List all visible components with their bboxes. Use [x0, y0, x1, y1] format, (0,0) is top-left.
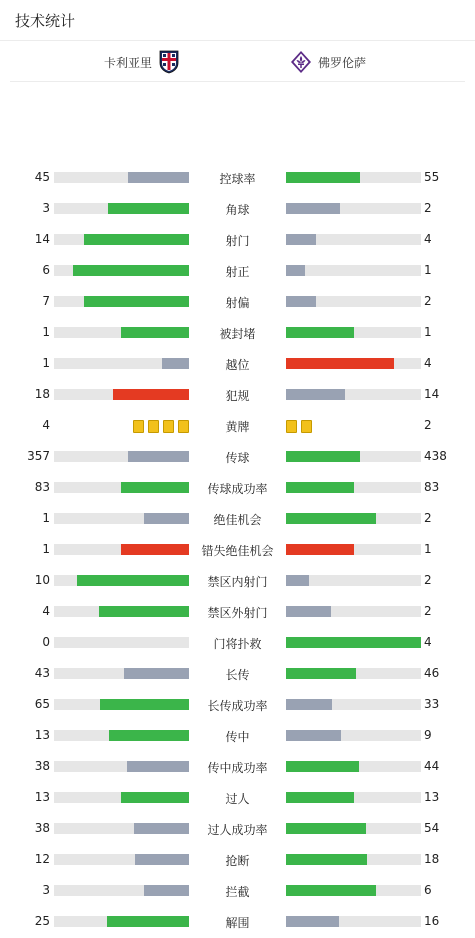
away-stat-value: 1 [424, 325, 432, 339]
home-stat-bar-fill [84, 234, 189, 245]
home-stat-value: 3 [42, 201, 50, 215]
away-stat-bar [286, 482, 421, 493]
stat-row [0, 752, 475, 783]
home-stat-bar-fill [135, 854, 189, 865]
home-stat-bar-fill [121, 327, 189, 338]
away-stat-bar-fill [286, 854, 367, 865]
home-stat-bar [54, 172, 189, 183]
home-stat-bar-fill [128, 172, 189, 183]
home-stat-bar-fill [134, 823, 189, 834]
away-stat-bar-fill [286, 234, 316, 245]
away-stat-bar-fill [286, 203, 340, 214]
home-stat-bar [54, 327, 189, 338]
away-stat-bar [286, 451, 421, 462]
home-stat-value: 1 [42, 542, 50, 556]
home-stat-bar [54, 606, 189, 617]
stat-row [0, 690, 475, 721]
away-stat-value: 4 [424, 356, 432, 370]
stat-label: 过人成功率 [207, 823, 268, 837]
stat-row [0, 597, 475, 628]
away-team[interactable] [290, 50, 366, 74]
home-stat-value: 10 [34, 573, 50, 587]
away-stat-value: 2 [424, 573, 432, 587]
away-stat-value: 2 [424, 201, 432, 215]
home-stat-value: 83 [34, 480, 50, 494]
home-stat-bar-fill [144, 513, 189, 524]
away-stat-bar-fill [286, 327, 354, 338]
stat-label: 拦截 [225, 885, 250, 899]
home-stat-bar [54, 699, 189, 710]
stat-label: 射偏 [225, 296, 250, 310]
home-stat-bar [54, 730, 189, 741]
away-stat-bar-fill [286, 606, 331, 617]
stat-label: 越位 [225, 358, 250, 372]
home-stat-bar [54, 916, 189, 927]
stat-label: 传球成功率 [207, 482, 268, 496]
stat-label: 射门 [225, 234, 250, 248]
stat-row [0, 845, 475, 876]
away-stat-bar-fill [286, 916, 339, 927]
away-stat-value: 2 [424, 604, 432, 618]
away-stat-value: 2 [424, 511, 432, 525]
stat-label: 长传成功率 [207, 699, 268, 713]
yellow-card-icon [133, 420, 144, 433]
away-stat-bar [286, 234, 421, 245]
away-stat-bar-fill [286, 668, 356, 679]
away-stat-bar-fill [286, 451, 360, 462]
away-stat-bar [286, 699, 421, 710]
away-stat-bar [286, 885, 421, 896]
stat-label: 射正 [225, 265, 250, 279]
home-stat-value: 45 [34, 170, 50, 184]
stat-label: 绝佳机会 [213, 513, 262, 527]
home-stat-value: 357 [27, 449, 50, 463]
away-stat-bar-fill [286, 265, 305, 276]
fiorentina-lily-icon [290, 50, 312, 74]
home-stat-bar-fill [108, 203, 189, 214]
teams-bar [10, 41, 465, 82]
home-stat-bar-fill [162, 358, 189, 369]
home-stat-bar [54, 203, 189, 214]
away-stat-bar-fill [286, 730, 341, 741]
away-stat-bar [286, 203, 421, 214]
away-stat-bar [286, 358, 421, 369]
stat-label: 被封堵 [219, 327, 256, 341]
stat-label: 禁区内射门 [207, 575, 268, 589]
away-stat-bar-fill [286, 172, 360, 183]
stat-row [0, 907, 475, 938]
home-stat-bar-fill [127, 761, 189, 772]
away-stat-bar-fill [286, 885, 376, 896]
stat-row [0, 287, 475, 318]
home-stat-bar [54, 234, 189, 245]
stat-label: 角球 [225, 203, 250, 217]
home-stat-bar [54, 637, 189, 648]
home-stat-bar [54, 389, 189, 400]
away-stat-bar [286, 606, 421, 617]
home-stat-value: 38 [34, 759, 50, 773]
home-stat-bar-fill [121, 544, 189, 555]
stat-label: 传中成功率 [207, 761, 268, 775]
away-stat-bar [286, 730, 421, 741]
home-stat-value: 14 [34, 232, 50, 246]
stat-label: 黄牌 [225, 420, 250, 434]
yellow-card-icon [148, 420, 159, 433]
home-stat-bar-fill [109, 730, 189, 741]
away-stat-bar-fill [286, 699, 332, 710]
home-stat-value: 4 [42, 418, 50, 432]
home-stat-bar-fill [121, 482, 189, 493]
away-stat-value: 6 [424, 883, 432, 897]
away-stat-bar [286, 296, 421, 307]
stat-row [0, 721, 475, 752]
home-stat-bar [54, 792, 189, 803]
stat-label: 门将扑救 [213, 637, 262, 651]
home-stat-bar [54, 358, 189, 369]
away-stat-value: 46 [424, 666, 440, 680]
stat-row [0, 628, 475, 659]
away-stat-bar [286, 389, 421, 400]
away-stat-bar-fill [286, 296, 316, 307]
stat-row [0, 473, 475, 504]
stat-label: 禁区外射门 [207, 606, 268, 620]
home-stat-value: 25 [34, 914, 50, 928]
home-stat-bar-fill [77, 575, 189, 586]
home-stat-bar [54, 296, 189, 307]
away-stat-bar-fill [286, 792, 354, 803]
yellow-card-icon [178, 420, 189, 433]
stat-row [0, 566, 475, 597]
home-stat-value: 1 [42, 325, 50, 339]
away-stat-value: 9 [424, 728, 432, 742]
home-stat-bar [54, 544, 189, 555]
home-stat-value: 3 [42, 883, 50, 897]
stat-row [0, 256, 475, 287]
stats-header [0, 0, 475, 41]
stat-row [0, 225, 475, 256]
home-stat-value: 6 [42, 263, 50, 277]
away-stat-bar-fill [286, 482, 354, 493]
home-stat-value: 38 [34, 821, 50, 835]
home-stat-bar-fill [121, 792, 189, 803]
home-stat-bar-fill [113, 389, 189, 400]
stat-label: 控球率 [219, 172, 256, 186]
cagliari-crest-icon [158, 50, 180, 74]
home-stat-value: 65 [34, 697, 50, 711]
away-stat-value: 44 [424, 759, 440, 773]
home-stat-bar [54, 668, 189, 679]
away-stat-bar-fill [286, 637, 421, 648]
stat-row [0, 380, 475, 411]
stat-row [0, 783, 475, 814]
away-stat-value: 16 [424, 914, 440, 928]
home-stat-bar-fill [144, 885, 189, 896]
away-stat-value: 438 [424, 449, 447, 463]
stat-row [0, 411, 475, 442]
stat-row [0, 163, 475, 194]
home-stat-bar-fill [100, 699, 189, 710]
stat-row [0, 659, 475, 690]
home-stat-bar [54, 823, 189, 834]
stat-row [0, 194, 475, 225]
home-stat-value: 4 [42, 604, 50, 618]
home-stat-value: 1 [42, 356, 50, 370]
away-team-name: 佛罗伦萨 [318, 55, 367, 70]
home-stat-bar-fill [128, 451, 189, 462]
stat-row [0, 535, 475, 566]
away-stat-bar [286, 761, 421, 772]
home-stat-bar-fill [84, 296, 189, 307]
stat-label: 抢断 [225, 854, 250, 868]
away-stat-bar [286, 792, 421, 803]
home-stat-value: 13 [34, 790, 50, 804]
stat-row [0, 504, 475, 535]
away-stat-value: 18 [424, 852, 440, 866]
away-stat-value: 33 [424, 697, 440, 711]
away-stat-bar [286, 327, 421, 338]
away-stat-bar [286, 265, 421, 276]
away-stat-bar [286, 575, 421, 586]
away-stat-bar [286, 513, 421, 524]
stat-label: 犯规 [225, 389, 250, 403]
home-stat-bar [54, 482, 189, 493]
away-stat-bar [286, 172, 421, 183]
away-stat-bar-fill [286, 761, 359, 772]
away-stat-bar [286, 668, 421, 679]
away-stat-bar [286, 854, 421, 865]
stat-row [0, 814, 475, 845]
home-stat-bar [54, 575, 189, 586]
home-stat-bar-fill [99, 606, 189, 617]
away-stat-value: 1 [424, 263, 432, 277]
stat-label: 长传 [225, 668, 250, 682]
stat-label: 错失绝佳机会 [201, 544, 274, 558]
home-stat-value: 43 [34, 666, 50, 680]
away-stat-value: 55 [424, 170, 440, 184]
home-stat-bar-fill [73, 265, 189, 276]
away-stat-bar-fill [286, 575, 309, 586]
home-stat-bar [54, 451, 189, 462]
home-stat-value: 18 [34, 387, 50, 401]
away-yellow-cards [286, 420, 312, 433]
stat-row [0, 349, 475, 380]
yellow-card-icon [163, 420, 174, 433]
away-stat-value: 54 [424, 821, 440, 835]
home-stat-bar [54, 761, 189, 772]
home-yellow-cards [133, 420, 189, 433]
stat-label: 传中 [225, 730, 250, 744]
home-team[interactable] [104, 50, 180, 74]
home-stat-bar [54, 513, 189, 524]
home-stat-value: 7 [42, 294, 50, 308]
away-stat-bar [286, 916, 421, 927]
away-stat-value: 2 [424, 418, 432, 432]
away-stat-bar-fill [286, 544, 354, 555]
away-stat-bar-fill [286, 513, 376, 524]
away-stat-value: 2 [424, 294, 432, 308]
away-stat-value: 13 [424, 790, 440, 804]
away-stat-value: 4 [424, 232, 432, 246]
away-stat-bar [286, 823, 421, 834]
page-title: 技术统计 [15, 12, 76, 30]
home-stat-value: 1 [42, 511, 50, 525]
home-stat-bar [54, 885, 189, 896]
away-stat-bar-fill [286, 823, 366, 834]
home-stat-bar [54, 265, 189, 276]
home-stat-bar-fill [124, 668, 189, 679]
away-stat-bar [286, 544, 421, 555]
away-stat-value: 83 [424, 480, 440, 494]
home-team-name: 卡利亚里 [103, 55, 152, 70]
away-stat-bar-fill [286, 358, 394, 369]
away-stat-bar-fill [286, 389, 345, 400]
away-stat-value: 4 [424, 635, 432, 649]
away-stat-value: 14 [424, 387, 440, 401]
stat-row [0, 318, 475, 349]
stat-row [0, 442, 475, 473]
home-stat-value: 13 [34, 728, 50, 742]
home-stat-bar [54, 854, 189, 865]
stat-label: 过人 [225, 792, 250, 806]
stat-row [0, 876, 475, 907]
home-stat-value: 0 [42, 635, 50, 649]
yellow-card-icon [301, 420, 312, 433]
home-stat-value: 12 [34, 852, 50, 866]
yellow-card-icon [286, 420, 297, 433]
home-stat-bar-fill [107, 916, 189, 927]
stat-label: 解围 [225, 916, 250, 930]
stat-label: 传球 [225, 451, 250, 465]
away-stat-bar [286, 637, 421, 648]
away-stat-value: 1 [424, 542, 432, 556]
